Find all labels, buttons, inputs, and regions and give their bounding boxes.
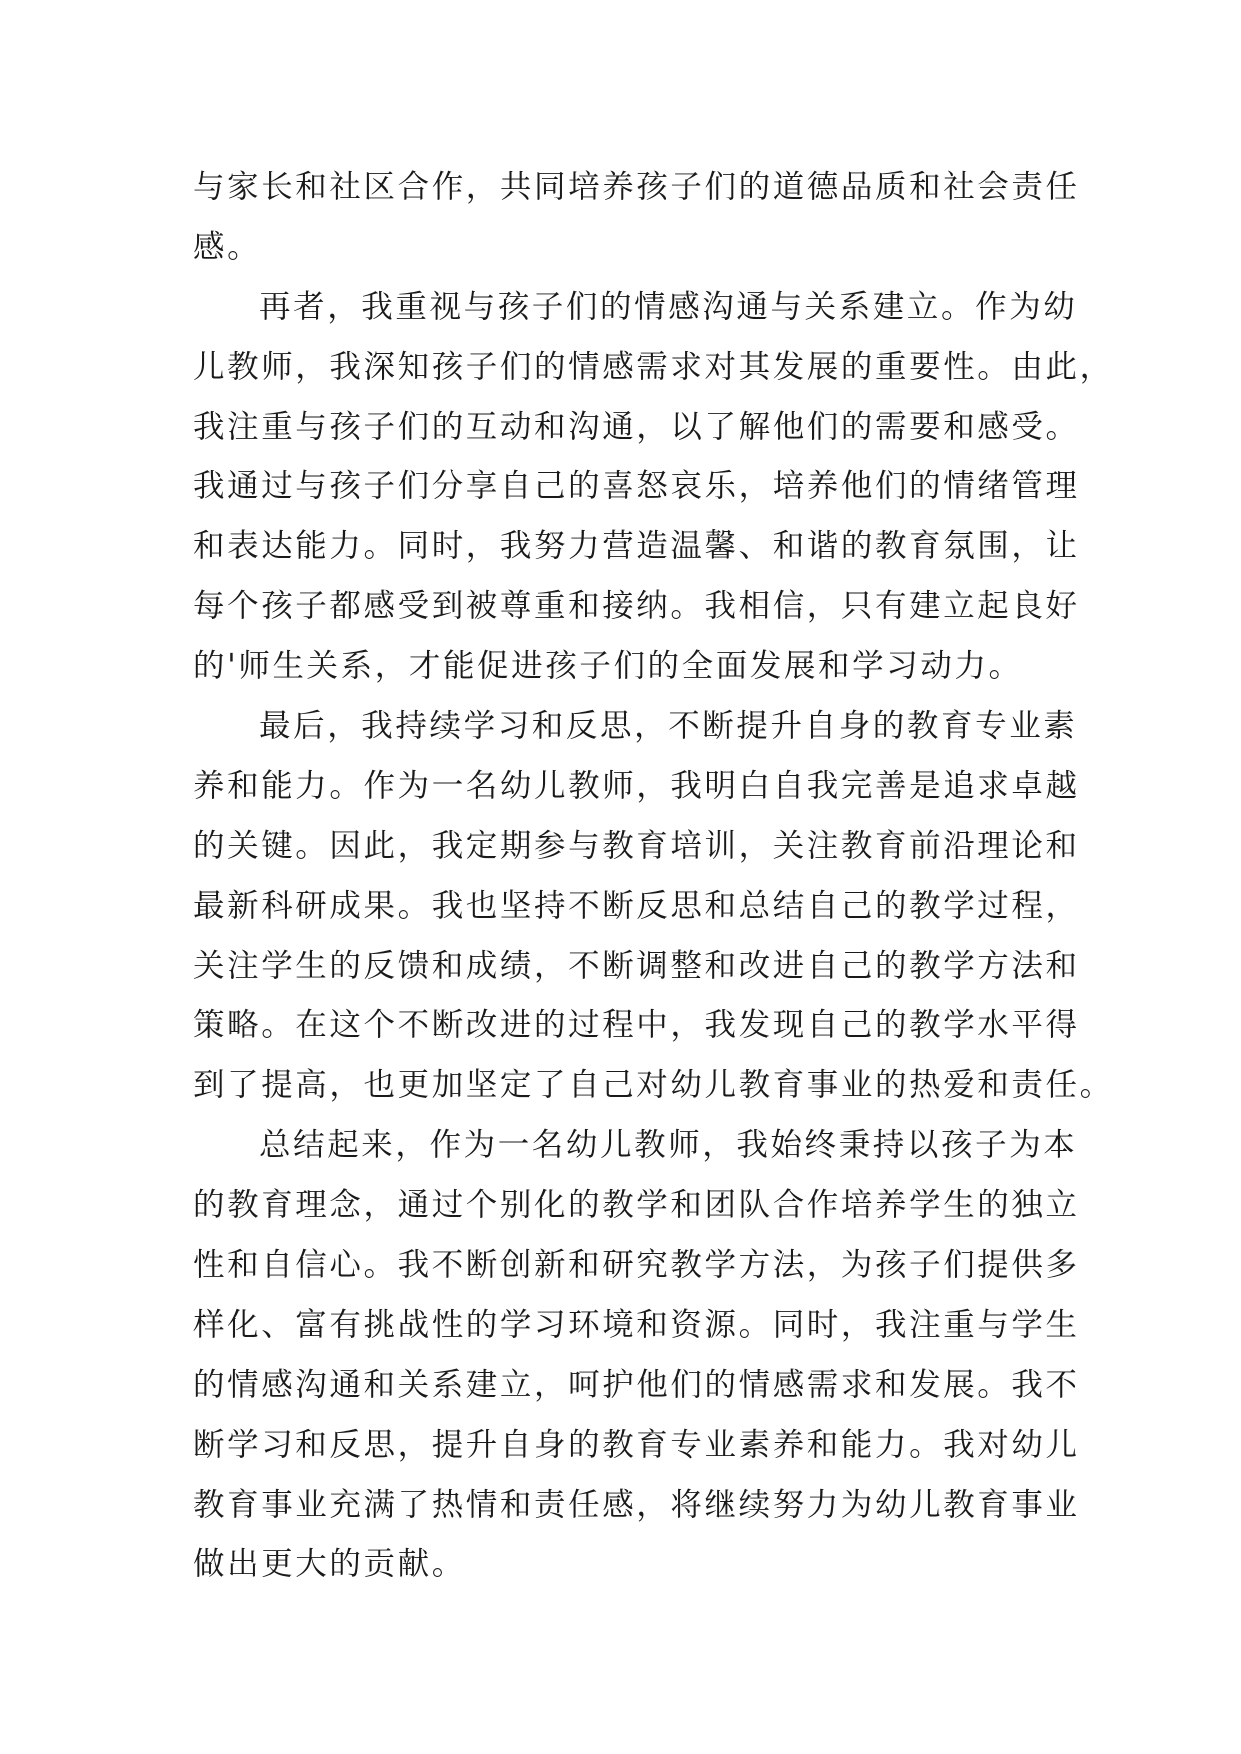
text-line: 的关键。因此，我定期参与教育培训，关注教育前沿理论和 [193,827,1080,864]
document-body [193,158,1114,1595]
text-line: 每个孩子都感受到被尊重和接纳。我相信，只有建立起良好 [193,588,1080,625]
text-line: 养和能力。作为一名幼儿教师，我明白自我完善是追求卓越 [193,767,1080,804]
text-line: 的情感沟通和关系建立，呵护他们的情感需求和发展。我不 [193,1366,1080,1403]
text-line: 到了提高，也更加坚定了自己对幼儿教育事业的热爱和责任。 [193,1067,1114,1104]
text-line: 的'师生关系，才能促进孩子们的全面发展和学习动力。 [193,648,1023,685]
text-line: 总结起来，作为一名幼儿教师，我始终秉持以孩子为本 [259,1127,1078,1164]
text-line: 教育事业充满了热情和责任感，将继续努力为幼儿教育事业 [193,1486,1080,1523]
text-line: 与家长和社区合作，共同培养孩子们的道德品质和社会责任 [193,169,1080,205]
text-line: 我注重与孩子们的互动和沟通，以了解他们的需要和感受。 [193,408,1080,445]
text-line: 最新科研成果。我也坚持不断反思和总结自己的教学过程， [193,887,1080,924]
text-line: 断学习和反思，提升自身的教育专业素养和能力。我对幼儿 [193,1426,1080,1463]
text-line: 关注学生的反馈和成绩，不断调整和改进自己的教学方法和 [193,947,1080,984]
text-line: 和表达能力。同时，我努力营造温馨、和谐的教育氛围，让 [193,528,1080,565]
text-line: 我通过与孩子们分享自己的喜怒哀乐，培养他们的情绪管理 [193,468,1080,505]
text-line: 再者，我重视与孩子们的情感沟通与关系建立。作为幼 [259,288,1078,325]
text-line: 感。 [193,228,262,265]
text-line: 儿教师，我深知孩子们的情感需求对其发展的重要性。由此， [193,348,1114,385]
text-line: 做出更大的贡献。 [193,1546,466,1583]
text-line: 性和自信心。我不断创新和研究教学方法，为孩子们提供多 [193,1247,1080,1284]
text-line: 策略。在这个不断改进的过程中，我发现自己的教学水平得 [193,1007,1080,1044]
text-line: 的教育理念，通过个别化的教学和团队合作培养学生的独立 [193,1187,1080,1224]
text-line: 样化、富有挑战性的学习环境和资源。同时，我注重与学生 [193,1306,1080,1343]
text-line: 最后，我持续学习和反思，不断提升自身的教育专业素 [259,708,1078,745]
